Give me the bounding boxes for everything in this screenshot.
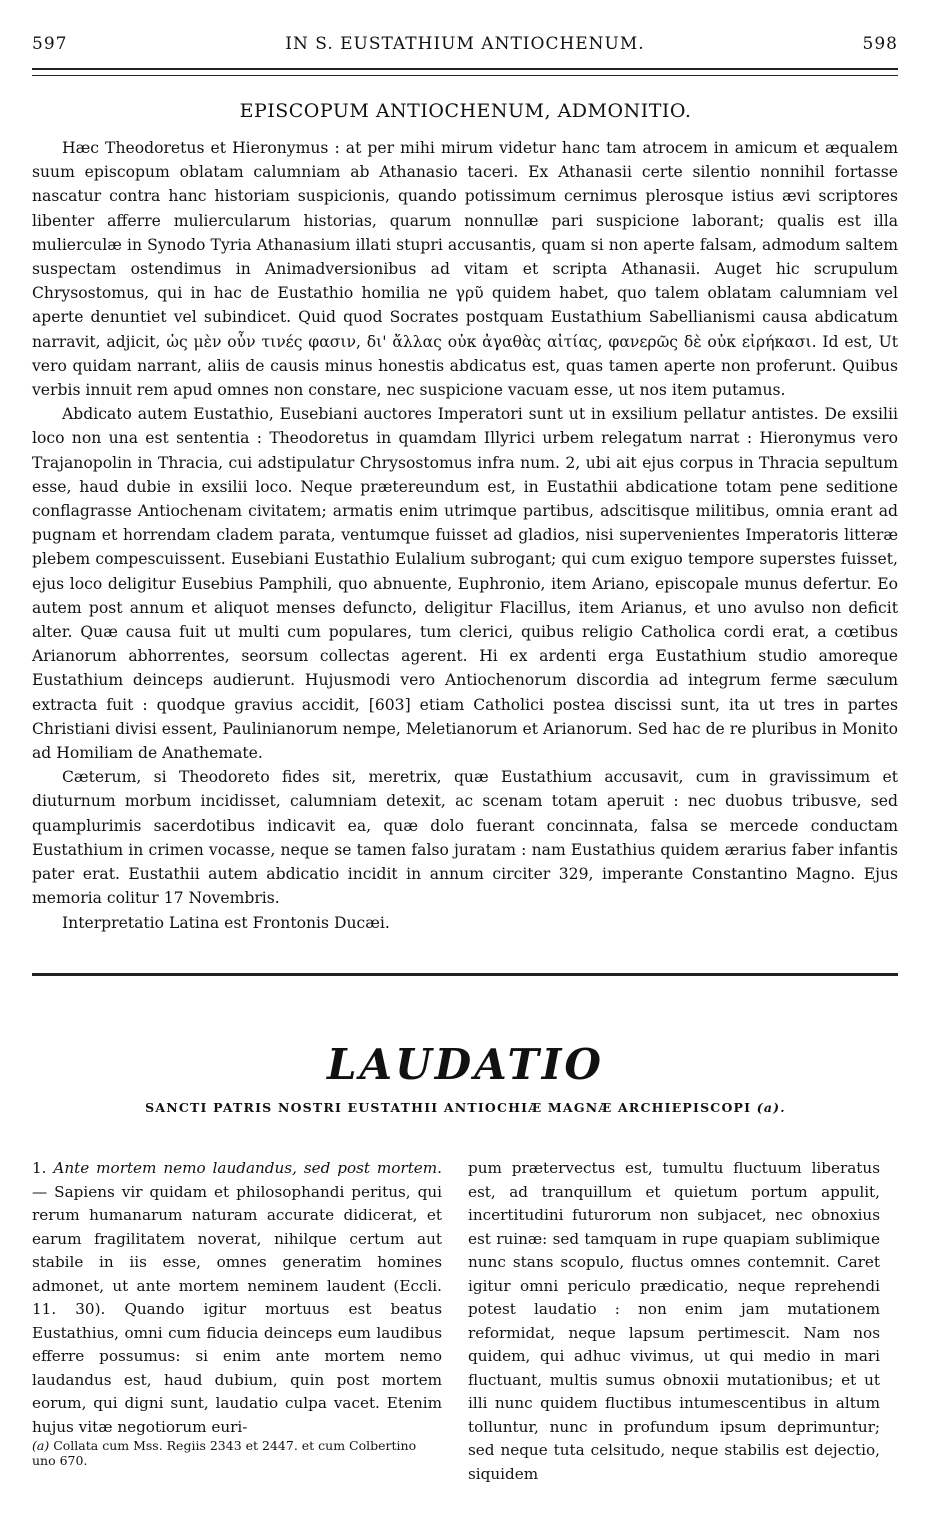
admonitio-paragraph-3: Cæterum, si Theodoreto fides sit, meretrix, quæ Eustathium accusavit, cum in gravissimum et diuturnum morbum incidisset, calumniam detexit, ac scenam totam aperuit : nec duobus tribusve, sed quamplurimis sacerdotibus indicavit ea, quæ dolo fuerant concinnata, falsa se mercede conductam Eustathium in crimen vocasse, neque se tamen falso juratam : nam Eustathius quidem ærarius faber infantis pater erat. Eustathii autem abdicatio incidit in annum circiter 329, imperante Constantino Magno. Ejus memoria colitur 17 Novembris. (32, 768, 898, 908)
left-body: — Sapiens vir quidam et philosophandi peritus, qui rerum humanarum naturam accurate didicerat, et earum fragilitatem noverat, nihilque certum aut stabile in iis esse, omnes generatim homines admonet, ut ante mortem neminem laudent (Eccli. 11. 30). Quando igitur mortuus est beatus Eustathius, omni cum fiducia deinceps eum laudibus efferre possumus: si enim ante mortem nemo laudandus est, haud dubium, quin post mortem eorum, qui digni sunt, laudatio culpa vacet. Etenim hujus vitæ negotiorum euri- (32, 1182, 442, 1436)
running-title: IN S. EUSTATHIUM ANTIOCHENUM. (285, 34, 645, 54)
running-head (32, 34, 898, 56)
laudatio-note-marker: (a). (756, 1100, 786, 1115)
footnote (32, 1438, 442, 1468)
left-column (32, 1157, 442, 1439)
left-column-text (32, 1157, 442, 1439)
admonitio-paragraph-2: Abdicato autem Eustathio, Eusebiani auctores Imperatori sunt ut in exsilium pellatur antistes. De exsilii loco non una est sententia : Theodoretus in quamdam Illyrici urbem relegatum narrat : Hieronymus vero Trajanopolin in Thracia, cui adstipulatur Chrysostomus infra num. 2, ubi ait ejus corpus in Thracia sepultum esse, haud dubie in exsilii loco. Neque prætereundum est, in Eustathii abdicatione totam pene seditione conflagrasse Antiochenam civitatem; armatis enim utrimque partibus, adscitisque militibus, omnia erant ad pugnam et horrendam cladem parata, ventumque fuisset ad gladios, nisi supervenientes Imperatoris litteræ plebem compescuissent. Eusebiani Eustathio Eulalium subrogant; qui cum exiguo tempore superstes fuisset, ejus loco deligitur Eusebius Pamphili, quo abnuente, Euphronio, item Ariano, episcopale munus defertur. Eo autem post annum et aliquot menses defuncto, deligitur Flacillus, item Arianus, et uno avulso non deficit alter. Quæ causa fuit ut multi cum populares, tum clerici, quibus religio Catholica cordi erat, a cœtibus Arianorum abhorrentes, seorsum collectas agerent. Hi ex ardenti erga Eustathium studio amoreque Eustathium deinceps audierunt. Hujusmodi vero Antiochenorum discordia ad integrum ferme sæculum extracta fuit : quodque gravius accidit, [603] etiam Catholici postea discissi sunt, ita ut tres in partes Christiani divisi essent, Paulinianorum nempe, Meletianorum et Arianorum. Sed hac de re pluribus in Monito ad Homiliam de Anathemate. (32, 405, 898, 763)
laudatio-subtitle (0, 1100, 931, 1115)
section-divider (32, 973, 898, 976)
page-number-right: 598 (862, 34, 898, 54)
header-rule (32, 68, 898, 76)
section-title: EPISCOPUM ANTIOCHENUM, ADMONITIO. (239, 100, 692, 122)
footnote-text: Collata cum Mss. Regiis 2343 et 2447. et cum Colbertino uno 670. (32, 1438, 417, 1468)
page-number-left: 597 (32, 34, 68, 54)
admonitio-text (32, 136, 898, 935)
section-number: 1. (32, 1159, 47, 1177)
admonitio-paragraph-4: Interpretatio Latina est Frontonis Ducæi. (62, 913, 390, 932)
right-body: pum prætervectus est, tumultu fluctuum liberatus est, ad tranquillum et quietum portum appulit, incertitudini futurorum non subjacet, nec obnoxius est ruinæ: sed tamquam in rupe quapiam sublimique nunc stans scopulo, fluctus omnes contemnit. Caret igitur omni periculo prædicatio, neque reprehendi potest laudatio : non enim jam mutationem reformidat, neque lapsum pertimescit. Nam nos quidem, qui adhuc vivimus, ut qui medio in mari fluctuant, multis sumus obnoxii mutationibus; et ut illi nunc quidem fluctibus intumescentibus in altum tolluntur, nunc in profundum ipsum deprimuntur; sed neque tuta celsitudo, neque stabilis est dejectio, siquidem (468, 1159, 880, 1483)
right-column (468, 1157, 880, 1486)
admonitio-paragraph-1: Hæc Theodoretus et Hieronymus : at per mihi mirum videtur hanc tam atrocem in amicum et æqualem suum episcopum oblatam calumniam ab Athanasio taceri. Ex Athanasii certe silentio nonnihil fortasse nascatur contra hanc historiam suspicionis, quando potissimum cernimus plerosque istius ævi scriptores libenter afferre muliercularum historias, quarum nonnullæ pari suspicione laborant; qualis est illa mulierculæ in Synodo Tyria Athanasium illati stupri accusantis, quam si non aperte falsam, admodum saltem suspectam ostendimus in Animadversionibus ad vitam et scripta Athanasii. Auget hic scrupulum Chrysostomus, qui in hac de Eustathio homilia ne γρῦ quidem habet, quo talem oblatam calumniam vel aperte denuntiet vel subindicet. Quid quod Socrates postquam Eustathium Sabellianismi causa abdicatum narravit, adjicit, ὡς μὲν οὖν τινές φασιν, δι' ἄλλας οὐκ ἀγαθὰς αἰτίας, φανερῶς δὲ οὐκ εἰρήκασι. Id est, Ut vero quidam narrant, aliis de causis minus honestis abdicatus est, quas tamen aperte non proferunt. Quibus verbis innuit rem apud omnes non constare, nec suspicione vacuam esse, ut nos item putamus. (32, 139, 898, 400)
laudatio-title: LAUDATIO (327, 1040, 604, 1089)
laudatio-subtitle-text: SANCTI PATRIS NOSTRI EUSTATHII ANTIOCHIÆ MAGNÆ ARCHIEPISCOPI (145, 1100, 752, 1115)
footnote-marker: (a) (32, 1438, 50, 1453)
section-lead: Ante mortem nemo laudandus, sed post mortem. (53, 1159, 443, 1177)
